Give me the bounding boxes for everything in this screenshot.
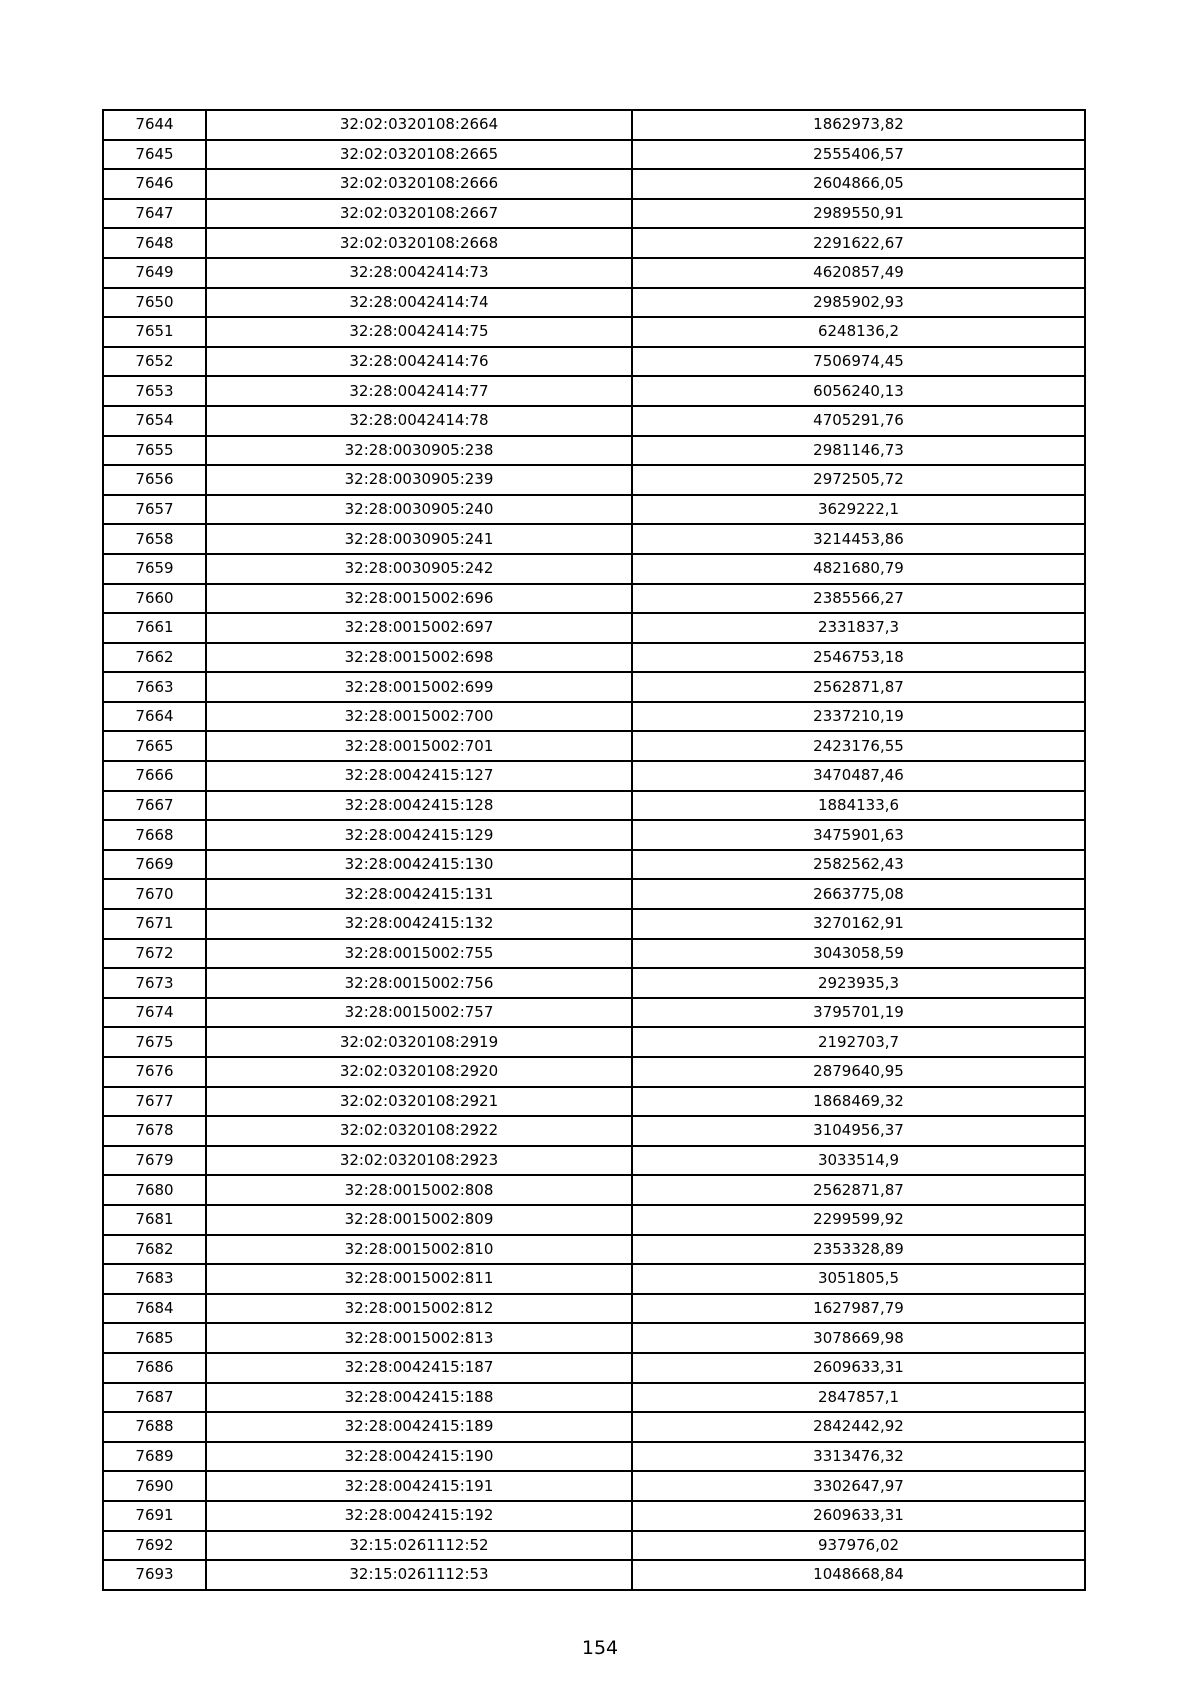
row-number-cell: 7652 — [103, 347, 206, 377]
value-cell: 2562871,87 — [632, 672, 1085, 702]
row-number-cell: 7658 — [103, 524, 206, 554]
table-row — [103, 110, 1085, 140]
cadastral-number-cell: 32:28:0042415:132 — [206, 909, 632, 939]
value-cell: 2847857,1 — [632, 1383, 1085, 1413]
cadastral-number-cell: 32:28:0015002:755 — [206, 939, 632, 969]
cadastral-number-cell: 32:15:0261112:53 — [206, 1560, 632, 1590]
cadastral-number-cell: 32:28:0030905:238 — [206, 436, 632, 466]
cadastral-number-cell: 32:28:0030905:242 — [206, 554, 632, 584]
row-number-cell: 7660 — [103, 584, 206, 614]
table-row — [103, 643, 1085, 673]
cadastral-number-cell: 32:28:0042414:76 — [206, 347, 632, 377]
row-number-cell: 7674 — [103, 998, 206, 1028]
cadastral-number-cell: 32:28:0042415:191 — [206, 1471, 632, 1501]
value-cell: 937976,02 — [632, 1531, 1085, 1561]
row-number-cell: 7678 — [103, 1116, 206, 1146]
table-row — [103, 1205, 1085, 1235]
table-row — [103, 731, 1085, 761]
table-row — [103, 879, 1085, 909]
cadastral-number-cell: 32:02:0320108:2919 — [206, 1027, 632, 1057]
table-row — [103, 406, 1085, 436]
cadastral-number-cell: 32:28:0015002:810 — [206, 1235, 632, 1265]
cadastral-number-cell: 32:02:0320108:2922 — [206, 1116, 632, 1146]
value-cell: 4821680,79 — [632, 554, 1085, 584]
table-row — [103, 1175, 1085, 1205]
row-number-cell: 7693 — [103, 1560, 206, 1590]
table-row — [103, 258, 1085, 288]
cadastral-number-cell: 32:28:0042415:131 — [206, 879, 632, 909]
table-row — [103, 909, 1085, 939]
table-row — [103, 1294, 1085, 1324]
table-row — [103, 850, 1085, 880]
cadastral-number-cell: 32:28:0042414:77 — [206, 376, 632, 406]
value-cell: 2385566,27 — [632, 584, 1085, 614]
value-cell: 2981146,73 — [632, 436, 1085, 466]
value-cell: 3214453,86 — [632, 524, 1085, 554]
value-cell: 2989550,91 — [632, 199, 1085, 229]
value-cell: 2663775,08 — [632, 879, 1085, 909]
row-number-cell: 7668 — [103, 820, 206, 850]
table-row — [103, 1412, 1085, 1442]
value-cell: 6248136,2 — [632, 317, 1085, 347]
row-number-cell: 7672 — [103, 939, 206, 969]
value-cell: 6056240,13 — [632, 376, 1085, 406]
table-body — [103, 110, 1085, 1590]
table-row — [103, 288, 1085, 318]
row-number-cell: 7665 — [103, 731, 206, 761]
row-number-cell: 7687 — [103, 1383, 206, 1413]
row-number-cell: 7662 — [103, 643, 206, 673]
table-row — [103, 1057, 1085, 1087]
cadastral-number-cell: 32:28:0015002:808 — [206, 1175, 632, 1205]
table-row — [103, 228, 1085, 258]
value-cell: 2879640,95 — [632, 1057, 1085, 1087]
table-row — [103, 495, 1085, 525]
cadastral-number-cell: 32:28:0015002:811 — [206, 1264, 632, 1294]
cadastral-number-cell: 32:28:0042415:192 — [206, 1501, 632, 1531]
cadastral-number-cell: 32:02:0320108:2921 — [206, 1087, 632, 1117]
value-cell: 3104956,37 — [632, 1116, 1085, 1146]
table-row — [103, 524, 1085, 554]
cadastral-number-cell: 32:28:0015002:809 — [206, 1205, 632, 1235]
value-cell: 3302647,97 — [632, 1471, 1085, 1501]
row-number-cell: 7646 — [103, 169, 206, 199]
table-row — [103, 1501, 1085, 1531]
table-row — [103, 140, 1085, 170]
cadastral-number-cell: 32:28:0042415:187 — [206, 1353, 632, 1383]
table-row — [103, 1442, 1085, 1472]
table-row — [103, 1087, 1085, 1117]
row-number-cell: 7647 — [103, 199, 206, 229]
row-number-cell: 7650 — [103, 288, 206, 318]
table-row — [103, 465, 1085, 495]
row-number-cell: 7656 — [103, 465, 206, 495]
row-number-cell: 7671 — [103, 909, 206, 939]
cadastral-number-cell: 32:15:0261112:52 — [206, 1531, 632, 1561]
row-number-cell: 7675 — [103, 1027, 206, 1057]
cadastral-number-cell: 32:02:0320108:2665 — [206, 140, 632, 170]
cadastral-number-cell: 32:02:0320108:2664 — [206, 110, 632, 140]
table-row — [103, 1146, 1085, 1176]
table-row — [103, 1323, 1085, 1353]
cadastral-number-cell: 32:28:0030905:239 — [206, 465, 632, 495]
cadastral-number-cell: 32:28:0030905:241 — [206, 524, 632, 554]
table-row — [103, 761, 1085, 791]
row-number-cell: 7664 — [103, 702, 206, 732]
value-cell: 3270162,91 — [632, 909, 1085, 939]
value-cell: 2842442,92 — [632, 1412, 1085, 1442]
value-cell: 2555406,57 — [632, 140, 1085, 170]
value-cell: 3629222,1 — [632, 495, 1085, 525]
table-row — [103, 1264, 1085, 1294]
table-row — [103, 968, 1085, 998]
cadastral-number-cell: 32:28:0015002:757 — [206, 998, 632, 1028]
value-cell: 3475901,63 — [632, 820, 1085, 850]
value-cell: 1868469,32 — [632, 1087, 1085, 1117]
cadastral-number-cell: 32:28:0015002:698 — [206, 643, 632, 673]
row-number-cell: 7667 — [103, 791, 206, 821]
cadastral-number-cell: 32:28:0030905:240 — [206, 495, 632, 525]
table-row — [103, 791, 1085, 821]
cadastral-number-cell: 32:28:0015002:700 — [206, 702, 632, 732]
row-number-cell: 7690 — [103, 1471, 206, 1501]
row-number-cell: 7688 — [103, 1412, 206, 1442]
cadastral-number-cell: 32:28:0042414:74 — [206, 288, 632, 318]
value-cell: 2337210,19 — [632, 702, 1085, 732]
value-cell: 2985902,93 — [632, 288, 1085, 318]
row-number-cell: 7651 — [103, 317, 206, 347]
table-row — [103, 1116, 1085, 1146]
cadastral-number-cell: 32:28:0042415:189 — [206, 1412, 632, 1442]
value-cell: 2353328,89 — [632, 1235, 1085, 1265]
row-number-cell: 7661 — [103, 613, 206, 643]
value-cell: 3033514,9 — [632, 1146, 1085, 1176]
table-row — [103, 169, 1085, 199]
row-number-cell: 7683 — [103, 1264, 206, 1294]
table-row — [103, 1531, 1085, 1561]
value-cell: 1862973,82 — [632, 110, 1085, 140]
table-row — [103, 554, 1085, 584]
table-row — [103, 317, 1085, 347]
row-number-cell: 7657 — [103, 495, 206, 525]
cadastral-number-cell: 32:28:0015002:756 — [206, 968, 632, 998]
table-row — [103, 1383, 1085, 1413]
cadastral-number-cell: 32:28:0015002:701 — [206, 731, 632, 761]
value-cell: 2972505,72 — [632, 465, 1085, 495]
row-number-cell: 7663 — [103, 672, 206, 702]
cadastral-number-cell: 32:02:0320108:2923 — [206, 1146, 632, 1176]
table-row — [103, 820, 1085, 850]
cadastral-number-cell: 32:28:0042415:128 — [206, 791, 632, 821]
row-number-cell: 7649 — [103, 258, 206, 288]
row-number-cell: 7692 — [103, 1531, 206, 1561]
row-number-cell: 7653 — [103, 376, 206, 406]
cadastral-number-cell: 32:28:0015002:812 — [206, 1294, 632, 1324]
cadastral-number-cell: 32:28:0042415:188 — [206, 1383, 632, 1413]
row-number-cell: 7659 — [103, 554, 206, 584]
table-row — [103, 1353, 1085, 1383]
cadastral-number-cell: 32:28:0015002:699 — [206, 672, 632, 702]
row-number-cell: 7676 — [103, 1057, 206, 1087]
table-row — [103, 1560, 1085, 1590]
value-cell: 2604866,05 — [632, 169, 1085, 199]
table-row — [103, 199, 1085, 229]
value-cell: 3795701,19 — [632, 998, 1085, 1028]
row-number-cell: 7680 — [103, 1175, 206, 1205]
value-cell: 3313476,32 — [632, 1442, 1085, 1472]
cadastral-number-cell: 32:28:0015002:696 — [206, 584, 632, 614]
row-number-cell: 7685 — [103, 1323, 206, 1353]
cadastral-number-cell: 32:02:0320108:2667 — [206, 199, 632, 229]
row-number-cell: 7645 — [103, 140, 206, 170]
cadastral-number-cell: 32:28:0042414:78 — [206, 406, 632, 436]
cadastral-number-cell: 32:02:0320108:2666 — [206, 169, 632, 199]
cadastral-number-cell: 32:28:0042415:129 — [206, 820, 632, 850]
cadastral-number-cell: 32:28:0042415:127 — [206, 761, 632, 791]
row-number-cell: 7682 — [103, 1235, 206, 1265]
page-number: 154 — [581, 1637, 619, 1659]
value-cell: 4620857,49 — [632, 258, 1085, 288]
row-number-cell: 7666 — [103, 761, 206, 791]
row-number-cell: 7681 — [103, 1205, 206, 1235]
value-cell: 1627987,79 — [632, 1294, 1085, 1324]
row-number-cell: 7689 — [103, 1442, 206, 1472]
cadastral-number-cell: 32:28:0015002:697 — [206, 613, 632, 643]
table-row — [103, 998, 1085, 1028]
table-row — [103, 672, 1085, 702]
cadastral-value-table — [102, 109, 1086, 1591]
cadastral-number-cell: 32:02:0320108:2920 — [206, 1057, 632, 1087]
table-row — [103, 939, 1085, 969]
row-number-cell: 7686 — [103, 1353, 206, 1383]
cadastral-number-cell: 32:02:0320108:2668 — [206, 228, 632, 258]
table-row — [103, 436, 1085, 466]
row-number-cell: 7673 — [103, 968, 206, 998]
value-cell: 1884133,6 — [632, 791, 1085, 821]
value-cell: 2923935,3 — [632, 968, 1085, 998]
row-number-cell: 7677 — [103, 1087, 206, 1117]
value-cell: 2582562,43 — [632, 850, 1085, 880]
cadastral-number-cell: 32:28:0042415:130 — [206, 850, 632, 880]
table-row — [103, 376, 1085, 406]
value-cell: 2609633,31 — [632, 1501, 1085, 1531]
row-number-cell: 7655 — [103, 436, 206, 466]
value-cell: 2331837,3 — [632, 613, 1085, 643]
value-cell: 2562871,87 — [632, 1175, 1085, 1205]
table-row — [103, 347, 1085, 377]
row-number-cell: 7648 — [103, 228, 206, 258]
value-cell: 2609633,31 — [632, 1353, 1085, 1383]
table-row — [103, 1471, 1085, 1501]
cadastral-number-cell: 32:28:0042415:190 — [206, 1442, 632, 1472]
table-row — [103, 1027, 1085, 1057]
row-number-cell: 7654 — [103, 406, 206, 436]
row-number-cell: 7679 — [103, 1146, 206, 1176]
value-cell: 2291622,67 — [632, 228, 1085, 258]
value-cell: 3078669,98 — [632, 1323, 1085, 1353]
row-number-cell: 7691 — [103, 1501, 206, 1531]
row-number-cell: 7670 — [103, 879, 206, 909]
table-row — [103, 702, 1085, 732]
table-row — [103, 584, 1085, 614]
cadastral-number-cell: 32:28:0042414:75 — [206, 317, 632, 347]
row-number-cell: 7669 — [103, 850, 206, 880]
cadastral-number-cell: 32:28:0042414:73 — [206, 258, 632, 288]
value-cell: 2299599,92 — [632, 1205, 1085, 1235]
value-cell: 7506974,45 — [632, 347, 1085, 377]
value-cell: 2192703,7 — [632, 1027, 1085, 1057]
value-cell: 3043058,59 — [632, 939, 1085, 969]
value-cell: 3470487,46 — [632, 761, 1085, 791]
value-cell: 2546753,18 — [632, 643, 1085, 673]
row-number-cell: 7644 — [103, 110, 206, 140]
row-number-cell: 7684 — [103, 1294, 206, 1324]
value-cell: 2423176,55 — [632, 731, 1085, 761]
table-row — [103, 1235, 1085, 1265]
value-cell: 3051805,5 — [632, 1264, 1085, 1294]
table-row — [103, 613, 1085, 643]
value-cell: 4705291,76 — [632, 406, 1085, 436]
value-cell: 1048668,84 — [632, 1560, 1085, 1590]
cadastral-number-cell: 32:28:0015002:813 — [206, 1323, 632, 1353]
